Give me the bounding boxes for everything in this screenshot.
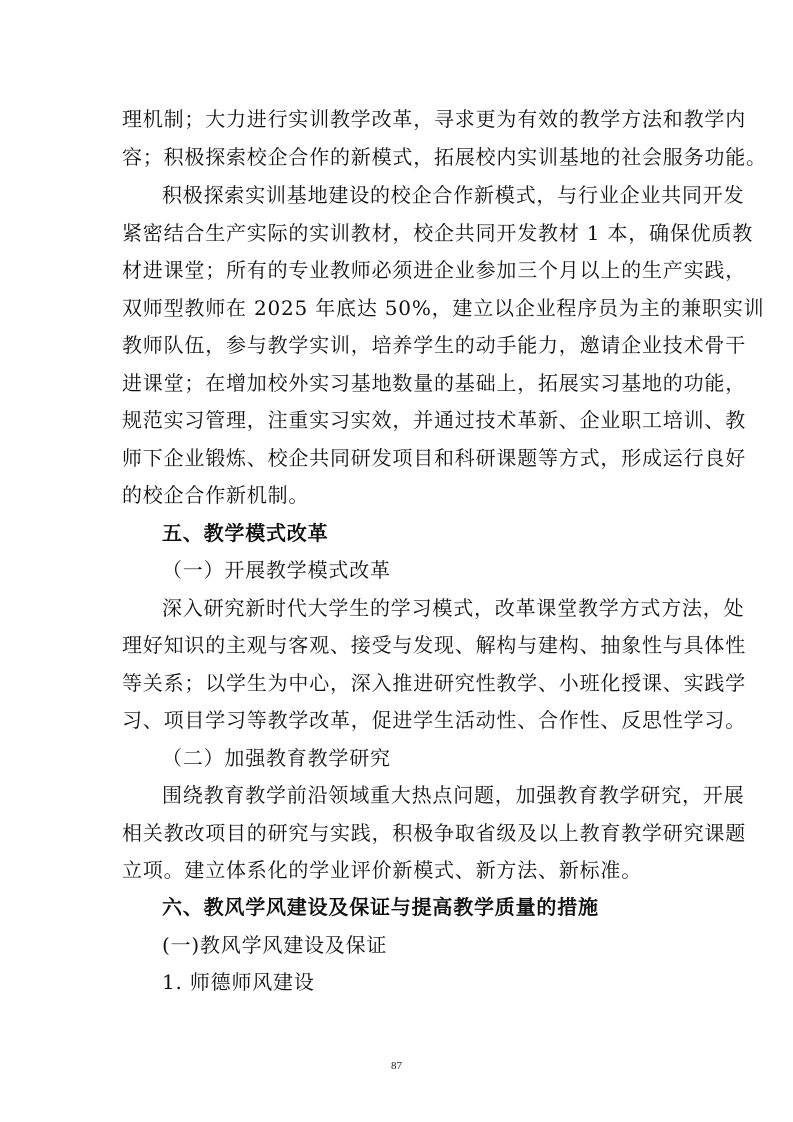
paragraph-line: 双师型教师在 2025 年底达 50%，建立以企业程序员为主的兼职实训: [122, 296, 765, 320]
paragraph-line: 相关教改项目的研究与实践，积极争取省级及以上教育教学研究课题: [122, 821, 746, 845]
paragraph-line: 积极探索实训基地建设的校企合作新模式，与行业企业共同开发: [162, 183, 745, 207]
paragraph-line: 进课堂；在增加校外实习基地数量的基础上，拓展实习基地的功能，: [122, 371, 746, 395]
section-heading: 五、教学模式改革: [162, 521, 329, 545]
paragraph-line: 习、项目学习等教学改革，促进学生活动性、合作性、反思性学习。: [122, 708, 746, 732]
subsection-heading: （一）开展教学模式改革: [162, 558, 391, 582]
page-number: 87: [391, 1060, 402, 1072]
paragraph-line: 立项。建立体系化的学业评价新模式、新方法、新标准。: [122, 858, 642, 882]
paragraph-line: 深入研究新时代大学生的学习模式，改革课堂教学方式方法，处: [162, 596, 745, 620]
paragraph-line: 的校企合作新机制。: [122, 483, 310, 507]
paragraph-line: 理机制；大力进行实训教学改革，寻求更为有效的教学方法和教学内: [122, 107, 746, 131]
paragraph-line: 教师队伍，参与教学实训，培养学生的动手能力，邀请企业技术骨干: [122, 333, 746, 357]
item-heading: 1. 师德师风建设: [162, 970, 315, 994]
paragraph-line: 规范实习管理，注重实习实效，并通过技术革新、企业职工培训、教: [122, 408, 746, 432]
paragraph-line: 紧密结合生产实际的实训教材，校企共同开发教材 1 本，确保优质教: [122, 221, 754, 245]
paragraph-line: 师下企业锻炼、校企共同研发项目和科研课题等方式，形成运行良好: [122, 446, 746, 470]
paragraph-line: 容；积极探索校企合作的新模式，拓展校内实训基地的社会服务功能。: [122, 145, 767, 169]
subsection-heading: （二）加强教育教学研究: [162, 746, 391, 770]
section-heading: 六、教风学风建设及保证与提高教学质量的措施: [162, 895, 599, 919]
paragraph-line: 理好知识的主观与客观、接受与发现、解构与建构、抽象性与具体性: [122, 633, 746, 657]
paragraph-line: 材进课堂；所有的专业教师必须进企业参加三个月以上的生产实践，: [122, 258, 746, 282]
paragraph-line: 等关系；以学生为中心，深入推进研究性教学、小班化授课、实践学: [122, 671, 746, 695]
subsection-heading: (一)教风学风建设及保证: [162, 933, 388, 957]
paragraph-line: 围绕教育教学前沿领域重大热点问题，加强教育教学研究，开展: [162, 783, 745, 807]
